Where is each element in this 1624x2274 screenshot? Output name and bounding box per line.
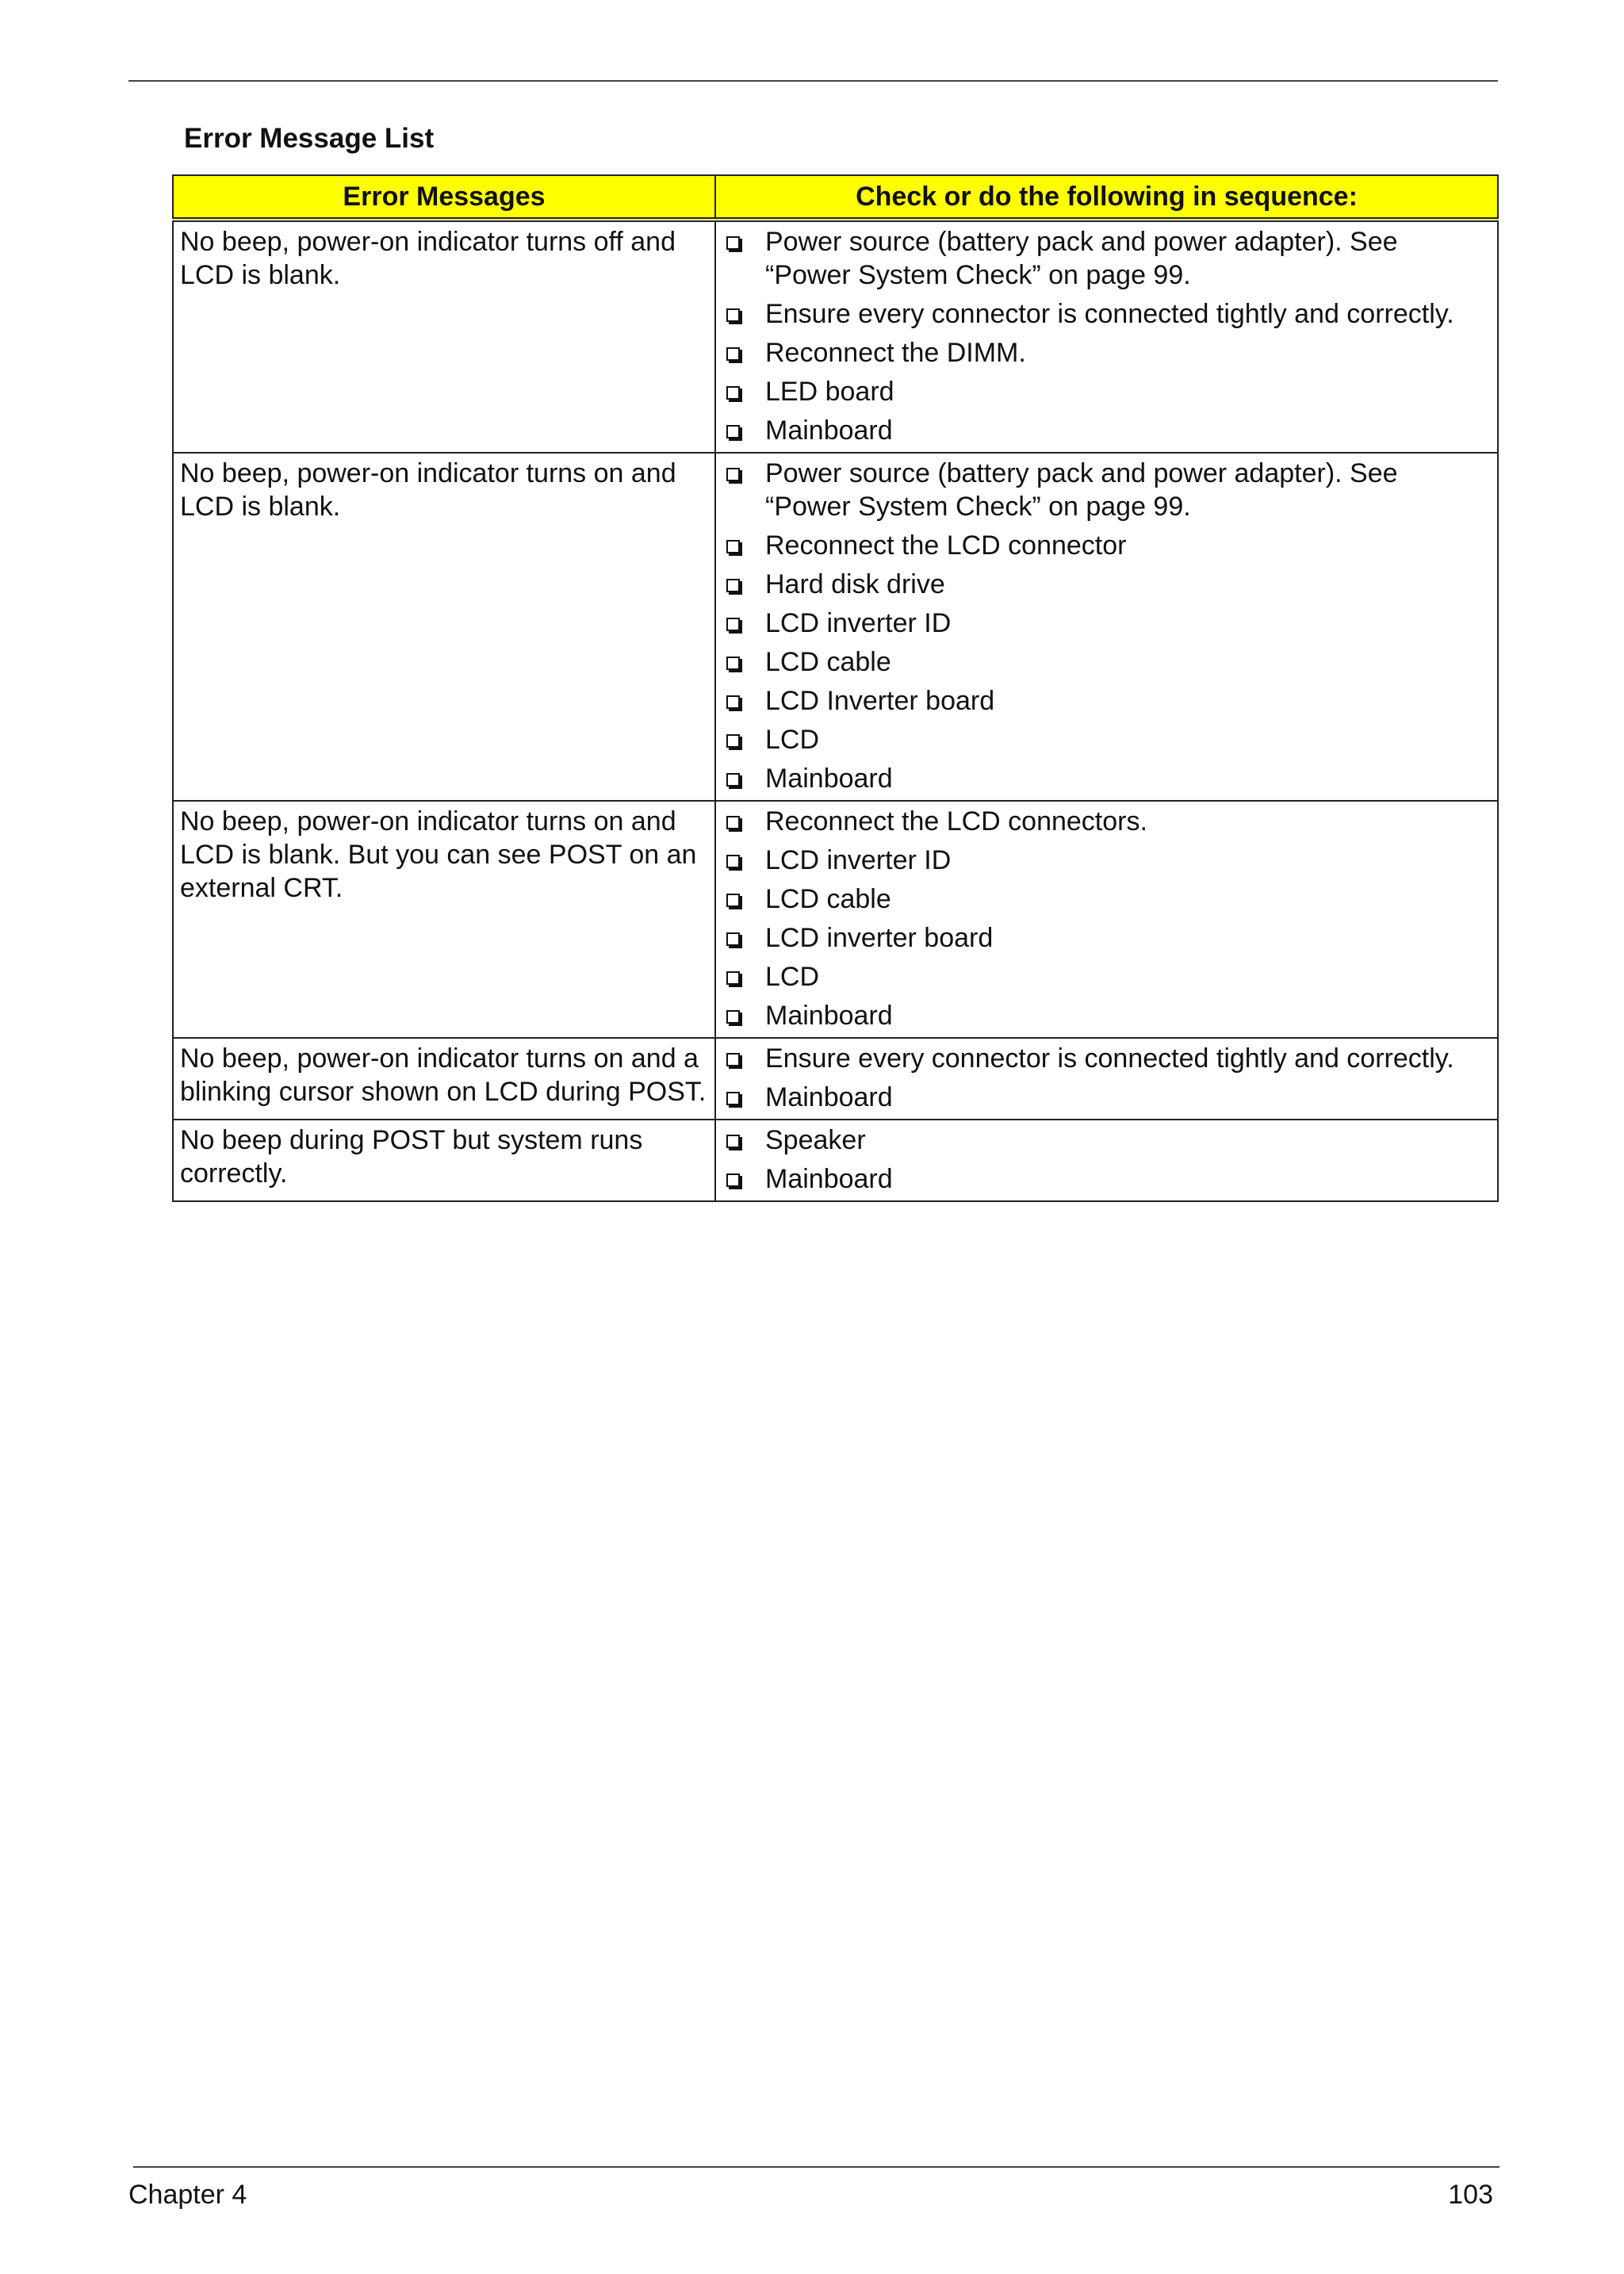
checkbox-icon	[726, 579, 740, 592]
checkbox-icon	[726, 425, 740, 438]
check-step-item	[722, 684, 1489, 718]
check-step-text: LCD inverter ID	[765, 845, 952, 875]
check-step-text: Power source (battery pack and power adapter). See “Power System Check” on page 99.	[765, 227, 1398, 290]
check-step-item	[722, 1042, 1489, 1075]
check-step-item	[722, 1162, 1489, 1196]
check-steps-cell	[715, 453, 1498, 801]
check-step-text: Mainboard	[765, 415, 893, 446]
check-step-text: LCD cable	[765, 647, 891, 677]
check-step-item	[722, 1081, 1489, 1114]
table-row	[173, 220, 1498, 453]
error-message-cell: No beep, power-on indicator turns on and LCD is blank. But you can see POST on an external CRT.	[173, 801, 715, 1038]
check-steps-cell	[715, 1120, 1498, 1201]
check-steps-list	[722, 225, 1489, 447]
check-steps-cell	[715, 1038, 1498, 1120]
checkbox-icon	[726, 1092, 740, 1105]
check-step-text: Reconnect the LCD connector	[765, 530, 1127, 561]
checkbox-icon	[726, 386, 740, 400]
section-title: Error Message List	[184, 123, 435, 154]
check-step-text: Mainboard	[765, 1164, 893, 1194]
error-message-cell: No beep, power-on indicator turns off and LCD is blank.	[173, 220, 715, 453]
check-step-text: LCD inverter ID	[765, 608, 952, 638]
check-steps-list	[722, 1042, 1489, 1114]
check-step-item	[722, 1124, 1489, 1157]
top-rule	[128, 80, 1498, 82]
check-steps-list	[722, 805, 1489, 1032]
checkbox-icon	[726, 540, 740, 553]
check-step-item	[722, 414, 1489, 447]
checkbox-icon	[726, 932, 740, 946]
check-step-item	[722, 375, 1489, 408]
checkbox-icon	[726, 1010, 740, 1024]
check-step-item	[722, 297, 1489, 331]
error-message-cell: No beep, power-on indicator turns on and LCD is blank.	[173, 453, 715, 801]
table-row	[173, 1120, 1498, 1201]
check-step-item	[722, 921, 1489, 955]
checkbox-icon	[726, 816, 740, 829]
check-step-text: Speaker	[765, 1125, 866, 1155]
check-step-text: Mainboard	[765, 1001, 893, 1031]
checkbox-icon	[726, 308, 740, 322]
checkbox-icon	[726, 657, 740, 670]
checkbox-icon	[726, 1053, 740, 1066]
table-row	[173, 453, 1498, 801]
check-step-item	[722, 529, 1489, 562]
column-header-error-messages: Error Messages	[173, 175, 715, 220]
check-step-item	[722, 225, 1489, 292]
check-step-item	[722, 882, 1489, 916]
table-row	[173, 801, 1498, 1038]
check-steps-list	[722, 1124, 1489, 1196]
error-message-cell: No beep during POST but system runs correctly.	[173, 1120, 715, 1201]
checkbox-icon	[726, 734, 740, 748]
check-step-item	[722, 457, 1489, 523]
check-step-item	[722, 805, 1489, 838]
check-step-item	[722, 762, 1489, 795]
check-step-item	[722, 999, 1489, 1032]
check-step-text: LCD	[765, 962, 820, 992]
table-header-row	[173, 175, 1498, 220]
checkbox-icon	[726, 894, 740, 907]
check-step-text: Reconnect the DIMM.	[765, 338, 1026, 368]
checkbox-icon	[726, 347, 740, 361]
check-step-text: LCD cable	[765, 884, 891, 914]
check-step-item	[722, 607, 1489, 640]
check-step-text: Ensure every connector is connected tightly and correctly.	[765, 299, 1454, 329]
check-steps-list	[722, 457, 1489, 795]
check-step-text: Reconnect the LCD connectors.	[765, 806, 1147, 836]
error-message-table	[172, 174, 1499, 1202]
check-step-text: Mainboard	[765, 764, 893, 794]
check-step-text: LCD	[765, 725, 820, 755]
footer-page-number: 103	[1448, 2180, 1493, 2210]
check-step-text: Mainboard	[765, 1082, 893, 1112]
error-message-cell: No beep, power-on indicator turns on and a blinking cursor shown on LCD during POST.	[173, 1038, 715, 1120]
check-step-item	[722, 568, 1489, 601]
footer-chapter: Chapter 4	[128, 2180, 247, 2210]
check-step-text: LCD inverter board	[765, 923, 994, 953]
table-body	[173, 220, 1498, 1201]
check-step-text: LCD Inverter board	[765, 686, 995, 716]
bottom-rule	[133, 2166, 1500, 2168]
checkbox-icon	[726, 773, 740, 787]
check-step-item	[722, 844, 1489, 877]
check-steps-cell	[715, 220, 1498, 453]
check-step-item	[722, 645, 1489, 679]
checkbox-icon	[726, 1173, 740, 1187]
checkbox-icon	[726, 971, 740, 985]
check-step-text: Hard disk drive	[765, 569, 945, 599]
checkbox-icon	[726, 468, 740, 481]
check-step-text: Ensure every connector is connected tightly and correctly.	[765, 1043, 1454, 1074]
table-row	[173, 1038, 1498, 1120]
checkbox-icon	[726, 618, 740, 631]
checkbox-icon	[726, 855, 740, 868]
check-step-item	[722, 336, 1489, 369]
column-header-checks: Check or do the following in sequence:	[715, 175, 1498, 220]
checkbox-icon	[726, 695, 740, 709]
check-step-item	[722, 723, 1489, 756]
checkbox-icon	[726, 236, 740, 250]
checkbox-icon	[726, 1135, 740, 1148]
check-step-item	[722, 960, 1489, 993]
check-step-text: Power source (battery pack and power adapter). See “Power System Check” on page 99.	[765, 458, 1398, 522]
check-step-text: LED board	[765, 377, 894, 407]
check-steps-cell	[715, 801, 1498, 1038]
